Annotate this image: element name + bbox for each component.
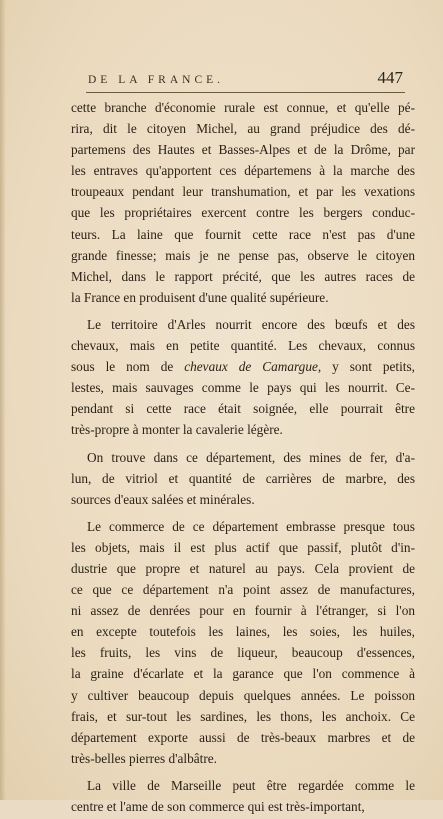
paragraph <box>71 97 415 308</box>
text-line: troupeaux pendant leur transhumation, et par les vexations <box>71 184 415 200</box>
text-line: très-propre à monter la cavalerie légère. <box>71 422 283 438</box>
text-line: La ville de Marseille peut être regardée comme le <box>87 777 415 793</box>
text-line: dustrie que propre et naturel au pays. Cela provient de <box>71 560 415 576</box>
text-line: les fruits, les vins de liqueur, beaucoup d'essences, <box>71 645 415 661</box>
text-line: frais, et sur-tout les sardines, les thons, les anchoix. Ce <box>71 708 415 724</box>
text-line: centre et l'ame de son commerce qui est très-important, <box>71 799 365 814</box>
text-line: sous le nom de chevaux de Camargue, y sont petits, <box>71 359 416 375</box>
running-head: DE LA FRANCE. <box>88 74 225 86</box>
paragraph <box>71 775 415 817</box>
text-line: grande finesse; mais je ne pense pas, observe le citoyen <box>71 247 415 263</box>
paragraph <box>71 447 415 510</box>
text-line: chevaux, mais en petite quantité. Les chevaux, connus <box>71 338 415 354</box>
text-line: la graine d'écarlate et la garance que l'on commence à <box>71 666 415 682</box>
paragraph <box>71 314 415 441</box>
text-line: les objets, mais il est plus actif que passif, plutôt d'in- <box>71 539 415 555</box>
text-line: département exporte aussi de très-beaux marbres et de <box>71 729 415 745</box>
text-line: partemens des Hautes et Basses-Alpes et de la Drôme, par <box>71 142 415 158</box>
page-number: 447 <box>377 68 403 87</box>
text-line: la France en produisent d'une qualité supérieure. <box>71 289 329 305</box>
text-line: pendant si cette race était soignée, elle pourrait être <box>71 401 415 417</box>
text-line: les entraves qu'apportent ces départemens à la marche des <box>71 163 415 179</box>
text-line: lun, de vitriol et quantité de carrières de marbre, des <box>71 470 415 486</box>
page-header <box>88 68 403 94</box>
text-line: Michel, dans le rapport précité, que les autres races de <box>71 268 415 284</box>
text-line: rira, dit le citoyen Michel, au grand préjudice des dé- <box>71 121 415 137</box>
text-line: ni assez de denrées pour en fournir à l'étranger, si l'on <box>71 603 415 619</box>
text-line: teurs. La laine que fournit cette race n'est pas d'une <box>71 226 415 242</box>
body-text <box>71 97 415 819</box>
text-line: Le territoire d'Arles nourrit encore des bœufs et des <box>87 316 415 332</box>
text-line: que les propriétaires exercent contre les bergers conduc- <box>71 205 415 221</box>
text-line: cette branche d'économie rurale est connue, et qu'elle pé- <box>71 100 415 115</box>
text-line: en excepte toutefois les laines, les soies, les huiles, <box>71 624 415 640</box>
text-line: lestes, mais sauvages comme le pays qui les nourrit. Ce- <box>71 380 415 396</box>
paragraph <box>71 516 415 769</box>
text-line: Le commerce de ce département embrasse presque tous <box>87 518 415 534</box>
text-line: On trouve dans ce département, des mines de fer, d'a- <box>87 449 415 465</box>
text-line: très-belles pierres d'albâtre. <box>71 750 218 766</box>
header-rule <box>86 92 405 93</box>
text-line: y cultiver beaucoup depuis quelques années. Le poisson <box>71 687 415 703</box>
text-line: ce que ce département n'a point assez de manufactures, <box>71 582 415 598</box>
page-edge-shadow <box>0 0 6 800</box>
text-line: sources d'eaux salées et minérales. <box>71 491 255 507</box>
